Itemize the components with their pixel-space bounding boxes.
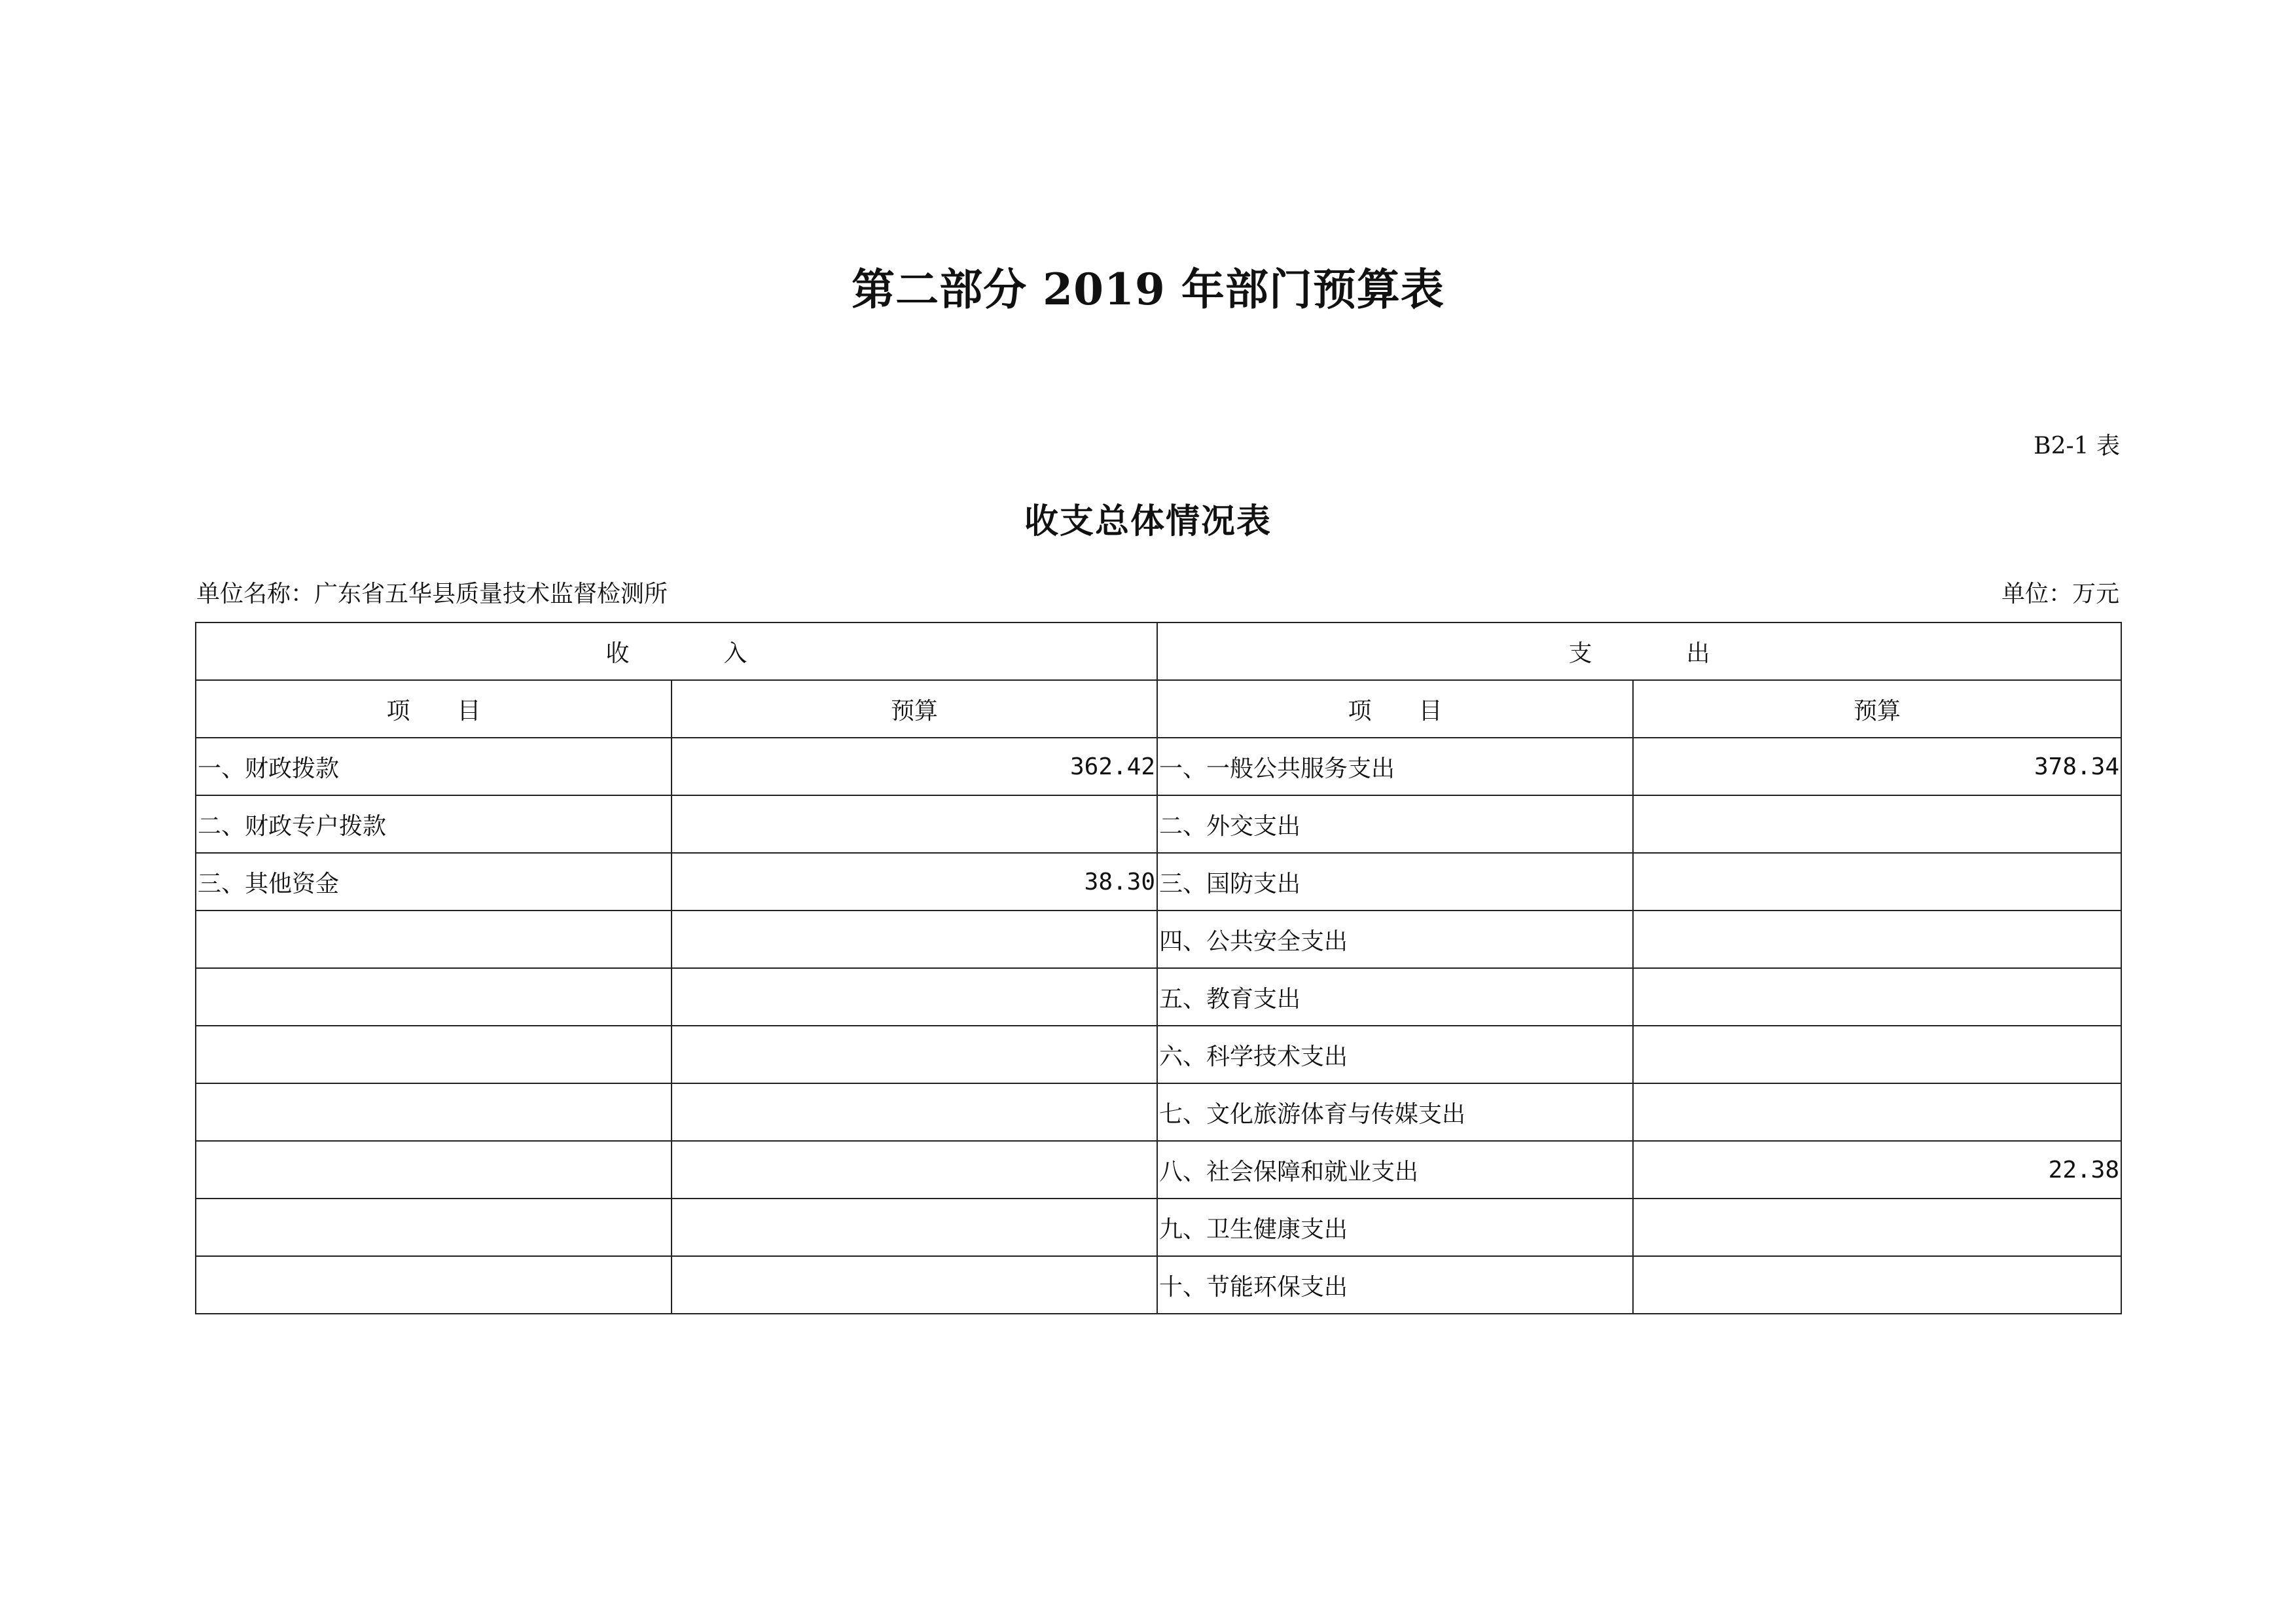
income-item-cell <box>196 1026 672 1083</box>
table-code: B2-1 表 <box>2034 433 2120 460</box>
header-row-sections <box>196 623 2121 680</box>
table-row <box>196 1141 2121 1199</box>
table-row <box>196 853 2121 911</box>
income-budget-cell <box>672 1199 1157 1256</box>
page-title: 第二部分 2019 年部门预算表 <box>852 264 1444 315</box>
income-budget-cell <box>672 795 1157 853</box>
income-item-header: 项 目 <box>196 680 672 738</box>
table-row <box>196 795 2121 853</box>
expense-budget-cell <box>1633 1026 2121 1083</box>
table-row <box>196 1026 2121 1083</box>
expense-budget-cell: 22.38 <box>1633 1141 2121 1199</box>
expense-header: 支 出 <box>1157 623 2121 680</box>
unit-name: 单位名称：广东省五华县质量技术监督检测所 <box>196 581 668 607</box>
table-row <box>196 738 2121 795</box>
expense-budget-cell <box>1633 968 2121 1026</box>
income-item-cell <box>196 1256 672 1314</box>
expense-item-cell: 九、卫生健康支出 <box>1157 1199 1633 1256</box>
expense-budget-cell: 378.34 <box>1633 738 2121 795</box>
expense-item-cell: 六、科学技术支出 <box>1157 1026 1633 1083</box>
expense-budget-cell <box>1633 795 2121 853</box>
expense-item-cell: 三、国防支出 <box>1157 853 1633 911</box>
expense-item-cell: 五、教育支出 <box>1157 968 1633 1026</box>
expense-item-cell: 一、一般公共服务支出 <box>1157 738 1633 795</box>
table-row <box>196 1199 2121 1256</box>
expense-item-header: 项 目 <box>1157 680 1633 738</box>
income-item-cell: 二、财政专户拨款 <box>196 795 672 853</box>
income-header: 收 入 <box>196 623 1157 680</box>
income-budget-cell <box>672 1026 1157 1083</box>
income-budget-cell <box>672 1083 1157 1141</box>
currency-unit: 单位：万元 <box>2001 581 2119 607</box>
income-budget-header: 预算 <box>672 680 1157 738</box>
header-row-columns <box>196 680 2121 738</box>
expense-budget-cell <box>1633 911 2121 968</box>
income-item-cell <box>196 1083 672 1141</box>
expense-item-cell: 十、节能环保支出 <box>1157 1256 1633 1314</box>
income-item-cell <box>196 968 672 1026</box>
expense-budget-cell <box>1633 1199 2121 1256</box>
income-item-cell: 一、财政拨款 <box>196 738 672 795</box>
expense-budget-cell <box>1633 1083 2121 1141</box>
income-item-cell: 三、其他资金 <box>196 853 672 911</box>
table-row <box>196 1256 2121 1314</box>
expense-item-cell: 四、公共安全支出 <box>1157 911 1633 968</box>
income-budget-cell <box>672 1256 1157 1314</box>
expense-budget-cell <box>1633 1256 2121 1314</box>
income-item-cell <box>196 1141 672 1199</box>
expense-item-cell: 八、社会保障和就业支出 <box>1157 1141 1633 1199</box>
expense-budget-header: 预算 <box>1633 680 2121 738</box>
expense-item-cell: 七、文化旅游体育与传媒支出 <box>1157 1083 1633 1141</box>
budget-table <box>195 622 2122 1314</box>
income-budget-cell: 362.42 <box>672 738 1157 795</box>
expense-item-cell: 二、外交支出 <box>1157 795 1633 853</box>
income-item-cell <box>196 1199 672 1256</box>
table-row <box>196 968 2121 1026</box>
table-row <box>196 1083 2121 1141</box>
income-budget-cell <box>672 911 1157 968</box>
table-row <box>196 911 2121 968</box>
table-title: 收支总体情况表 <box>1024 501 1272 541</box>
expense-budget-cell <box>1633 853 2121 911</box>
income-budget-cell <box>672 968 1157 1026</box>
income-budget-cell: 38.30 <box>672 853 1157 911</box>
income-budget-cell <box>672 1141 1157 1199</box>
income-item-cell <box>196 911 672 968</box>
